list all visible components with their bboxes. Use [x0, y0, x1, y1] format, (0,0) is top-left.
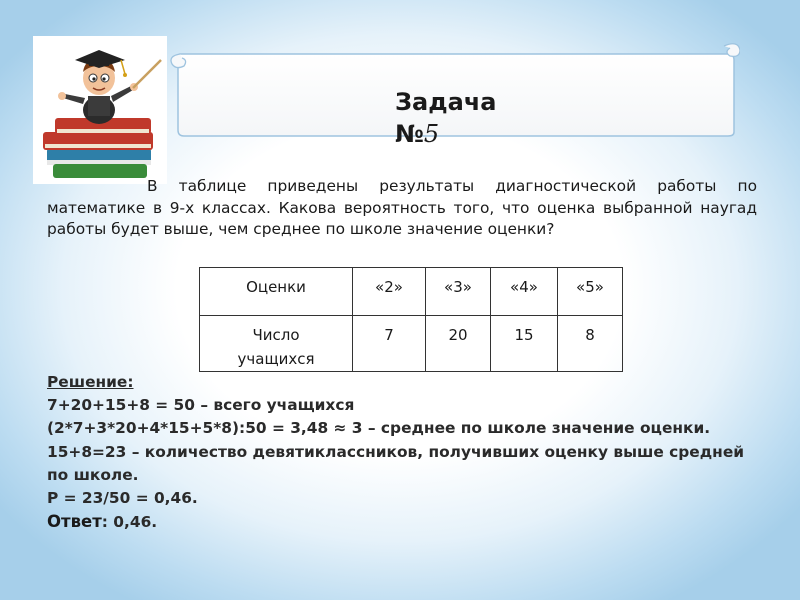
table-cell: «4» — [491, 268, 558, 316]
table-cell: «3» — [426, 268, 491, 316]
number-sign: № — [395, 120, 424, 148]
answer-line — [47, 510, 767, 534]
answer-value: : 0,46. — [101, 513, 158, 532]
table-row — [200, 268, 623, 316]
teacher-clipart — [33, 36, 167, 184]
row-label-line: учащихся — [237, 350, 315, 368]
problem-statement: В таблице приведены результаты диагностической работы по математике в 9-х классах. Какова вероятность того, что оценка выбранной наугад работы будет выше, чем среднее по школе значение оценки? — [47, 177, 757, 238]
table-cell: Оценки — [200, 268, 353, 316]
answer-label: Ответ — [47, 512, 102, 532]
table-row — [200, 316, 623, 372]
problem-number: 5 — [423, 120, 440, 148]
table-cell: «5» — [558, 268, 623, 316]
teacher-on-books-icon — [33, 36, 167, 184]
title-word: Задача — [395, 88, 497, 116]
table-cell: 20 — [426, 316, 491, 372]
row-label-line: Число — [252, 326, 300, 344]
page-title — [395, 86, 515, 150]
solution-header: Решение: — [47, 373, 134, 391]
solution-line: P = 23/50 = 0,46. — [47, 489, 198, 508]
table-cell: 15 — [491, 316, 558, 372]
solution-line: 7+20+15+8 = 50 – всего учащихся — [47, 396, 355, 415]
table-cell — [200, 316, 353, 372]
solution-line: (2*7+3*20+4*15+5*8):50 = 3,48 ≈ 3 – среднее по школе значение оценки. — [47, 419, 711, 438]
solution-block — [47, 371, 767, 534]
table-cell: «2» — [353, 268, 426, 316]
table-cell: 8 — [558, 316, 623, 372]
table-cell: 7 — [353, 316, 426, 372]
solution-line: 15+8=23 – количество девятиклассников, получивших оценку выше средней по школе. — [47, 442, 745, 484]
scores-table — [199, 267, 623, 372]
title-number — [395, 118, 515, 150]
